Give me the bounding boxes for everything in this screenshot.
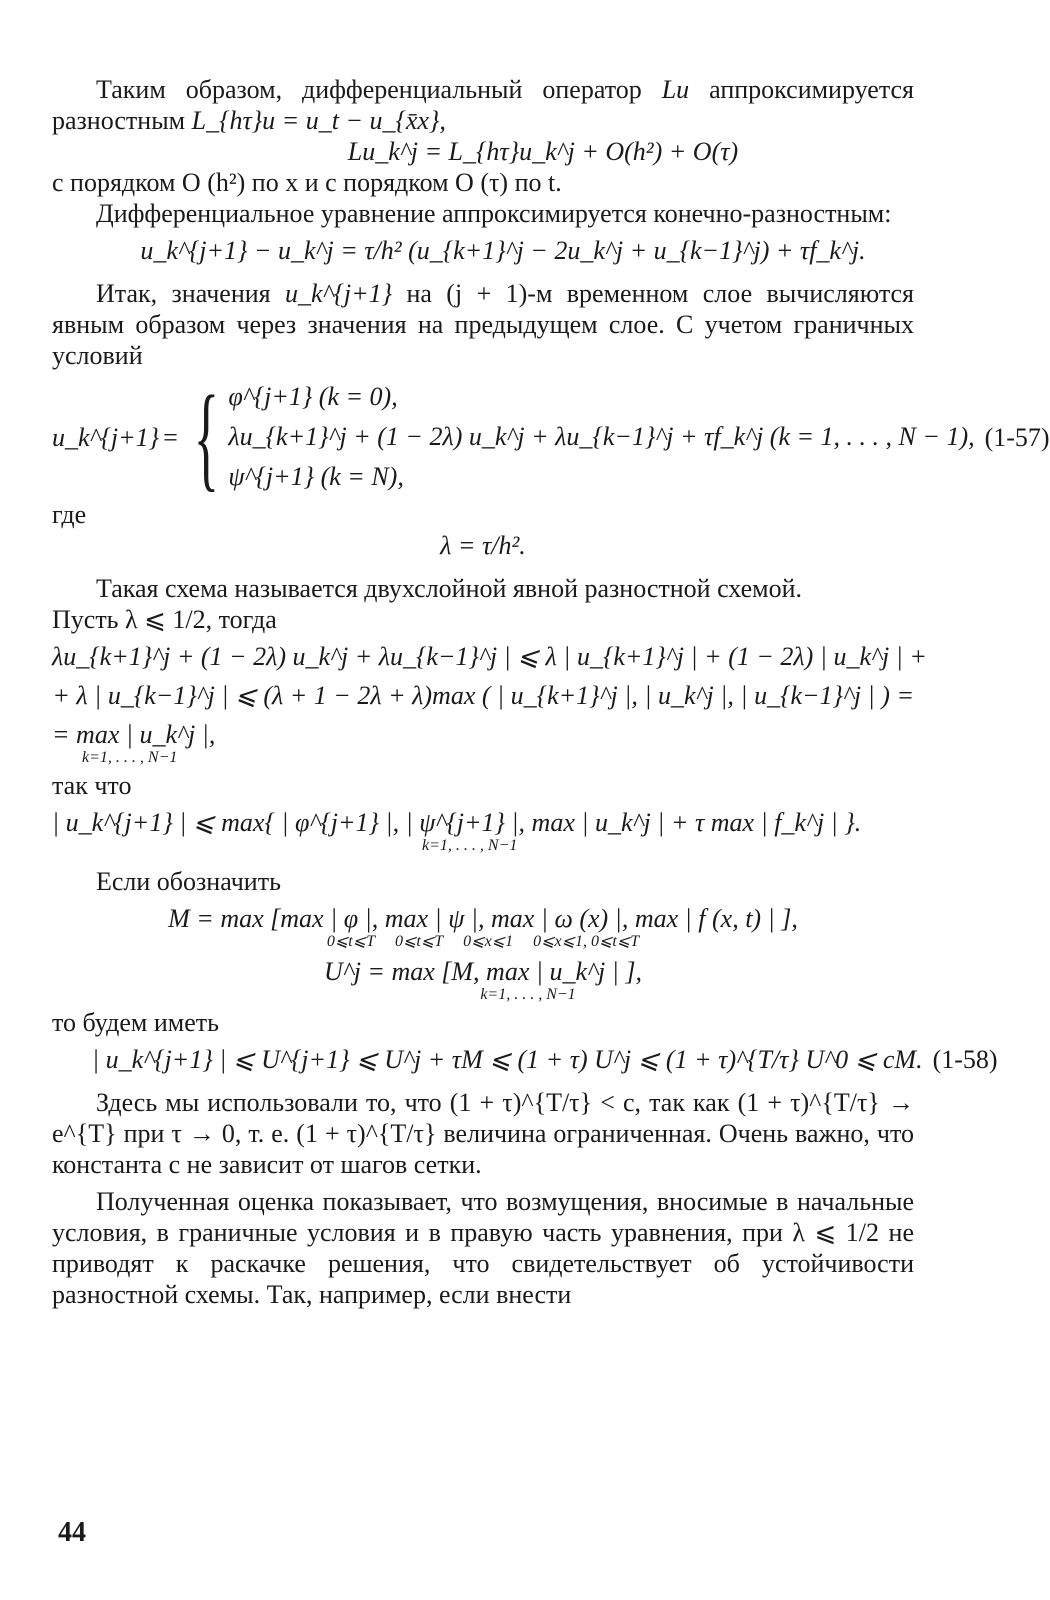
- system-lhs: u_k^{j+1}: [52, 422, 160, 452]
- page-number: 44: [58, 1517, 86, 1548]
- paragraph-7: то будем иметь: [52, 1008, 219, 1037]
- math-text: | u_k^{j+1} | ⩽ U^{j+1} ⩽ U^j + τM ⩽ (1 + τ) U^j ⩽ (1 + τ)^{T/τ} U^0 ⩽ cM.: [92, 1045, 923, 1074]
- equation-number: (1-57): [984, 422, 1050, 452]
- system-cases: [228, 377, 974, 497]
- limit-t: 0⩽t⩽T: [326, 933, 375, 950]
- where-label: где: [52, 500, 87, 529]
- equation-U: [52, 956, 914, 1003]
- text-span: аппроксимируется разностным: [52, 75, 915, 135]
- math-text: U^j = max [M, max | u_k^j | ],: [323, 957, 643, 986]
- equation-system-1-57: u_k^{j+1} = { φ^{j+1} (k = 0), λu_{k+1}^j + (1 − 2λ) u_k^j + λu_{k−1}^j + τf_k^j (k = 1, . . . , N − 1), ψ^{j+1} (k = N), (1-57): [52, 371, 1050, 502]
- equation-bound: [52, 807, 914, 854]
- math-text: Lu_k^j = L_{hτ}u_k^j + O(h²) + O(τ): [347, 137, 739, 166]
- limit-x: 0⩽x⩽1: [463, 933, 514, 950]
- inline-math: L_{hτ}u = u_t − u_{x̄x},: [191, 106, 446, 135]
- equation-difference-scheme: [52, 235, 914, 266]
- paragraph-5b: Пусть λ ⩽ 1/2, тогда: [52, 605, 277, 634]
- page-body: [52, 74, 1050, 1310]
- case-1: φ^{j+1} (k = 0),: [228, 382, 398, 411]
- text-span: на (j + 1)-м временном слое вычисляются явным образом через значения на предыдущем слое. С учетом граничных условий: [52, 279, 914, 370]
- equation-number: (1-58): [932, 1045, 998, 1074]
- text-span: Таким образом, дифференциальный оператор: [96, 75, 642, 104]
- inequality-line-2: + λ | u_{k−1}^j | ⩽ (λ + 1 − 2λ + λ)max ( | u_{k+1}^j |, | u_k^j |, | u_{k−1}^j | ) =: [52, 681, 914, 710]
- case-3: ψ^{j+1} (k = N),: [228, 462, 404, 491]
- paragraph-4: [52, 278, 914, 371]
- math-text: u_k^{j+1} − u_k^j = τ/h² (u_{k+1}^j − 2u_k^j + u_{k−1}^j) + τf_k^j.: [140, 236, 866, 265]
- so-that-label: так что: [52, 771, 132, 800]
- inequality-line-1: λu_{k+1}^j + (1 − 2λ) u_k^j + λu_{k−1}^j | ⩽ λ | u_{k+1}^j | + (1 − 2λ) | u_k^j | +: [52, 642, 927, 671]
- max-limit: k=1, . . . , N−1: [480, 986, 576, 1003]
- math-text: | u_k^{j+1} | ⩽ max{ | φ^{j+1} |, | ψ^{j+1} |, max | u_k^j | + τ max | f_k^j | }.: [52, 808, 862, 837]
- inequality-line-3: = max | u_k^j |,: [52, 720, 216, 749]
- paragraph-2: с порядком O (h²) по x и с порядком O (τ) по t.: [52, 168, 562, 197]
- paragraph-1: [52, 74, 914, 136]
- text-span: Итак, значения: [96, 279, 271, 308]
- max-limit: k=1, . . . , N−1: [422, 837, 518, 854]
- left-brace: {: [193, 371, 219, 502]
- inline-math: u_k^{j+1}: [285, 279, 393, 308]
- paragraph-5: Такая схема называется двухслойной явной разностной схемой.: [96, 574, 803, 603]
- case-2: λu_{k+1}^j + (1 − 2λ) u_k^j + λu_{k−1}^j + τf_k^j (k = 1, . . . , N − 1),: [228, 422, 975, 451]
- inequality-block: [52, 641, 927, 766]
- equation-M: [52, 903, 914, 950]
- paragraph-8: Здесь мы использовали то, что (1 + τ)^{T/τ} < c, так как (1 + τ)^{T/τ} → e^{T} при τ → 0, т. е. (1 + τ)^{T/τ} величина ограниченная. Очень важно, что константа c не зависит от шагов сетки.: [52, 1088, 914, 1179]
- limit-xt: 0⩽x⩽1, 0⩽t⩽T: [533, 933, 640, 950]
- math-text: λ = τ/h².: [440, 531, 526, 560]
- math-text: M = max [max | φ |, max | ψ |, max | ω (x) |, max | f (x, t) | ],: [168, 904, 798, 933]
- max-limit: k=1, . . . , N−1: [82, 749, 178, 766]
- equation-1-58: [52, 1044, 998, 1075]
- paragraph-9: Полученная оценка показывает, что возмущения, вносимые в начальные условия, в граничные условия и в правую часть уравнения, при λ ⩽ 1/2 не приводят к раскачке решения, что свидетельствует об устойчивости разностной схемы. Так, например, если внести: [52, 1187, 914, 1309]
- paragraph-6: Если обозначить: [96, 867, 281, 896]
- equation-lambda: [52, 530, 914, 561]
- equation-approximation: [52, 136, 914, 167]
- inline-math: Lu: [661, 75, 690, 104]
- limit-t: 0⩽t⩽T: [395, 933, 444, 950]
- paragraph-3: Дифференциальное уравнение аппроксимируется конечно-разностным:: [96, 199, 892, 228]
